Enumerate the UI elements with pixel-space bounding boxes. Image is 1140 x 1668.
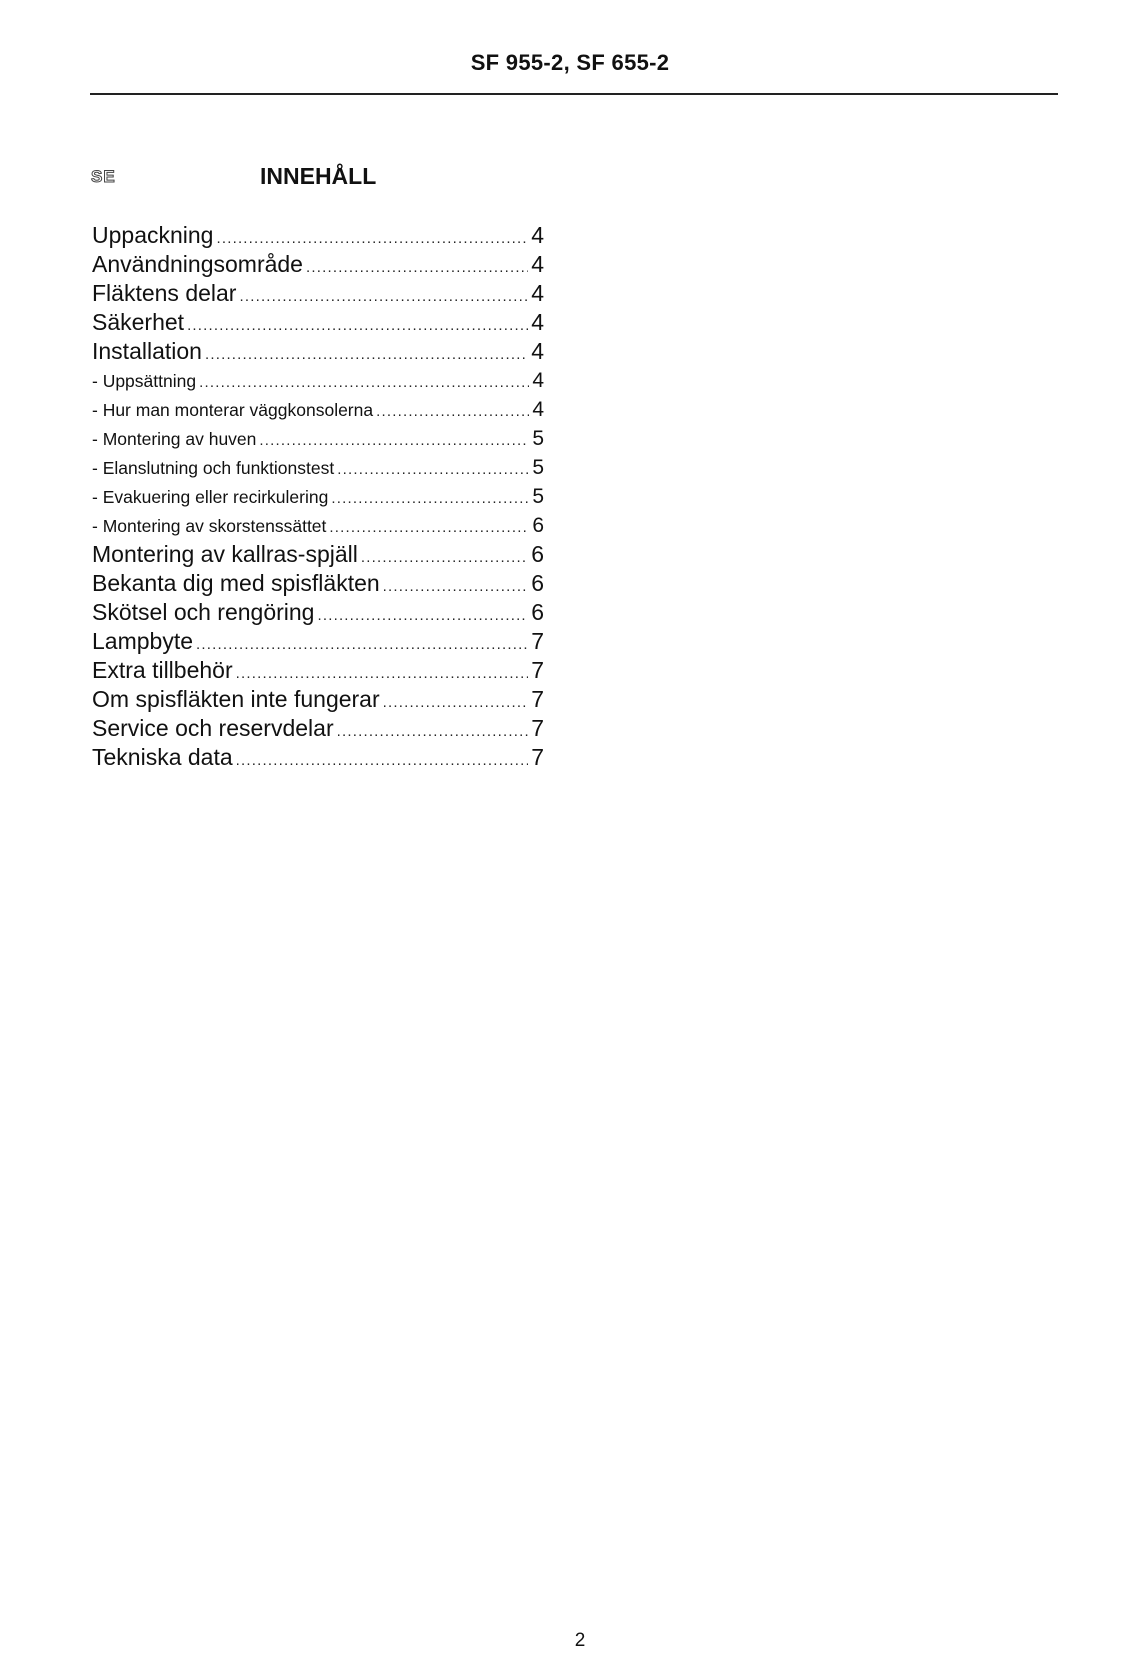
toc-entry bbox=[92, 540, 544, 569]
page-number: 2 bbox=[574, 1630, 586, 1651]
toc-entry bbox=[92, 627, 544, 656]
toc-leader-dots bbox=[239, 282, 528, 311]
toc-entry-page: 4 bbox=[531, 338, 544, 364]
toc-entry-page: 6 bbox=[531, 541, 544, 567]
toc-entry-label: Fläktens delar bbox=[92, 280, 237, 306]
toc-leader-dots bbox=[317, 601, 528, 630]
toc-entry bbox=[92, 656, 544, 685]
toc-entry-label: - Evakuering eller recirkulering bbox=[92, 487, 329, 507]
toc-leader-dots bbox=[376, 397, 529, 426]
toc-leader-dots bbox=[236, 659, 529, 688]
toc-leader-dots bbox=[383, 688, 529, 717]
toc-entry-page: 4 bbox=[532, 369, 544, 392]
toc-entry-label: Skötsel och rengöring bbox=[92, 599, 315, 625]
toc-entry-label: Tekniska data bbox=[92, 744, 233, 770]
toc-entry-page: 7 bbox=[531, 715, 544, 741]
toc-leader-dots bbox=[216, 224, 528, 253]
toc-entry-page: 4 bbox=[531, 280, 544, 306]
toc-subentry bbox=[92, 424, 544, 453]
toc-entry-page: 5 bbox=[532, 485, 544, 508]
toc-entry bbox=[92, 685, 544, 714]
toc-entry-page: 7 bbox=[531, 657, 544, 683]
toc-entry-page: 7 bbox=[531, 628, 544, 654]
toc-entry-page: 4 bbox=[531, 309, 544, 335]
toc-entry-page: 4 bbox=[531, 222, 544, 248]
document-header-title: SF 955-2, SF 655-2 bbox=[470, 50, 670, 75]
toc-leader-dots bbox=[361, 543, 528, 572]
toc-entry-page: 4 bbox=[531, 251, 544, 277]
toc-entry-page: 6 bbox=[531, 570, 544, 596]
toc-entry-label: Service och reservdelar bbox=[92, 715, 334, 741]
toc-subentry bbox=[92, 453, 544, 482]
toc-entry-label: Användningsområde bbox=[92, 251, 303, 277]
toc-leader-dots bbox=[306, 253, 528, 282]
toc-subentry bbox=[92, 482, 544, 511]
toc-subentry bbox=[92, 366, 544, 395]
toc-entry-label: Installation bbox=[92, 338, 202, 364]
toc-entry-label: Uppackning bbox=[92, 222, 214, 248]
toc-entry-label: Om spisfläkten inte fungerar bbox=[92, 686, 380, 712]
toc-leader-dots bbox=[205, 340, 528, 369]
table-of-contents bbox=[92, 221, 544, 772]
toc-entry bbox=[92, 598, 544, 627]
toc-entry bbox=[92, 250, 544, 279]
toc-heading: INNEHÅLL bbox=[260, 163, 377, 189]
toc-leader-dots bbox=[337, 455, 529, 484]
toc-leader-dots bbox=[337, 717, 529, 746]
toc-entry-label: - Elanslutning och funktionstest bbox=[92, 458, 335, 478]
toc-entry-page: 7 bbox=[531, 686, 544, 712]
toc-leader-dots bbox=[329, 513, 529, 542]
toc-entry bbox=[92, 714, 544, 743]
toc-leader-dots bbox=[383, 572, 529, 601]
toc-leader-dots bbox=[259, 426, 529, 455]
toc-entry bbox=[92, 743, 544, 772]
toc-entry-page: 7 bbox=[531, 744, 544, 770]
toc-entry-label: Bekanta dig med spisfläkten bbox=[92, 570, 380, 596]
toc-leader-dots bbox=[187, 311, 528, 340]
toc-entry-page: 4 bbox=[532, 398, 544, 421]
toc-entry bbox=[92, 279, 544, 308]
toc-entry-label: - Hur man monterar väggkonsolerna bbox=[92, 400, 374, 420]
toc-leader-dots bbox=[199, 368, 529, 397]
toc-entry-label: Extra tillbehör bbox=[92, 657, 233, 683]
language-badge: SE bbox=[91, 167, 116, 186]
toc-leader-dots bbox=[331, 484, 529, 513]
toc-entry bbox=[92, 337, 544, 366]
toc-entry-label: - Uppsättning bbox=[92, 371, 197, 391]
toc-entry-page: 6 bbox=[531, 599, 544, 625]
toc-entry-label: Säkerhet bbox=[92, 309, 185, 335]
toc-subentry bbox=[92, 511, 544, 540]
toc-entry-label: Montering av kallras-spjäll bbox=[92, 541, 358, 567]
toc-entry-label: Lampbyte bbox=[92, 628, 194, 654]
header-divider bbox=[90, 93, 1058, 95]
toc-leader-dots bbox=[196, 630, 528, 659]
toc-entry-label: - Montering av skorstenssättet bbox=[92, 516, 327, 536]
toc-entry-page: 5 bbox=[532, 456, 544, 479]
toc-entry bbox=[92, 569, 544, 598]
toc-subentry bbox=[92, 395, 544, 424]
toc-entry-label: - Montering av huven bbox=[92, 429, 257, 449]
toc-entry-page: 5 bbox=[532, 427, 544, 450]
toc-entry bbox=[92, 221, 544, 250]
toc-entry bbox=[92, 308, 544, 337]
toc-entry-page: 6 bbox=[532, 514, 544, 537]
toc-leader-dots bbox=[236, 746, 529, 775]
